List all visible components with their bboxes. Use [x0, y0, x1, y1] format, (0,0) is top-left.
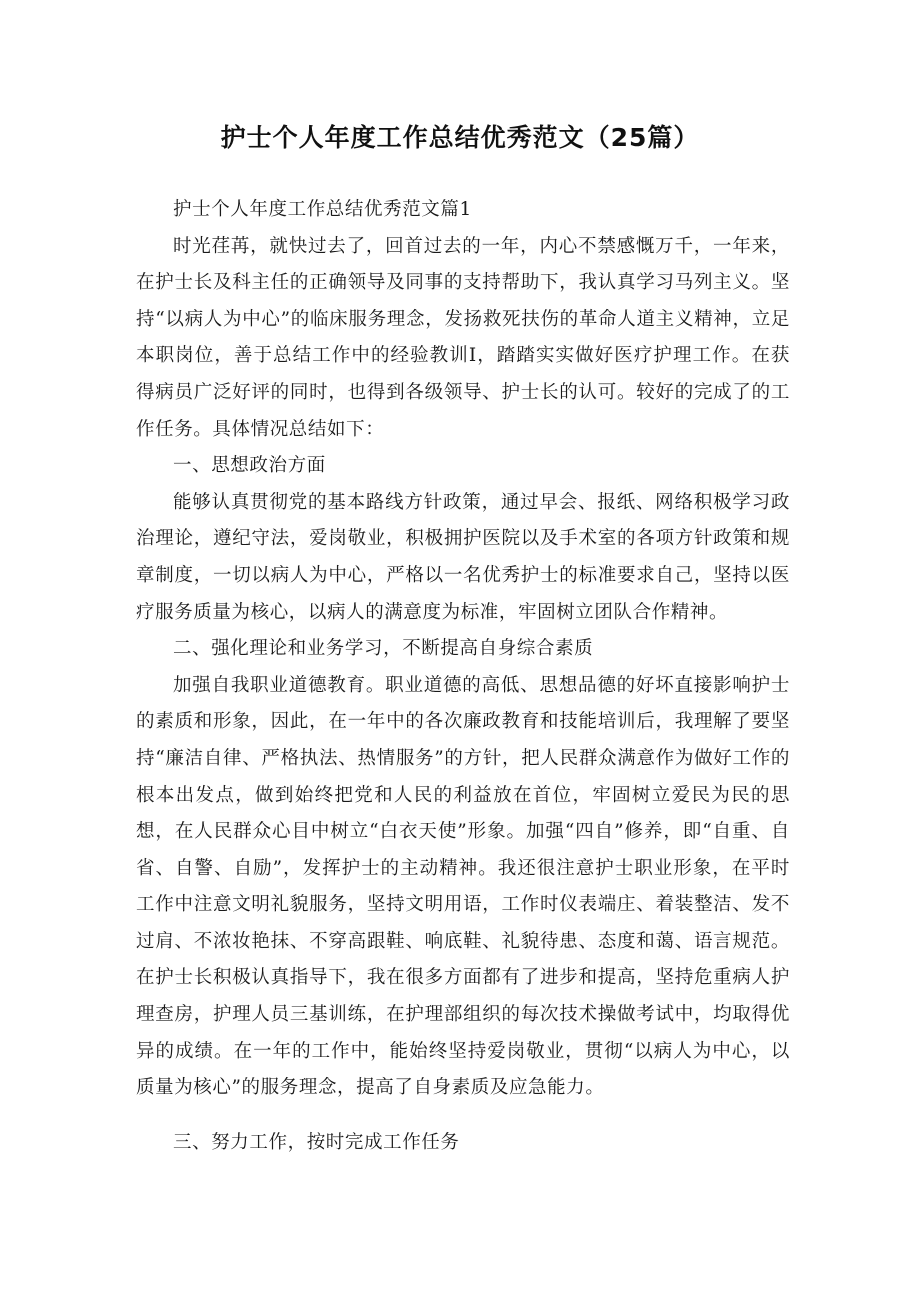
section-heading: 护士个人年度工作总结优秀范文篇1: [173, 199, 472, 220]
body-paragraph: 加强自我职业道德教育。职业道德的高低、思想品德的好坏直接影响护士的素质和形象，因此，在一年中的各次廉政教育和技能培训后，我理解了要坚持“廉洁自律、严格执法、热情服务”的方针，把人民群众满意作为做好工作的根本出发点，做到始终把党和人民的利益放在首位，牢固树立爱民为民的思想，在人民群众心目中树立“白衣天使”形象。加强“四自”修养，即“自重、自省、自警、自励”，发挥护士的主动精神。我还很注意护士职业形象，在平时工作中注意文明礼貌服务，坚持文明用语，工作时仪表端庄、着装整洁、发不过肩、不浓妆艳抹、不穿高跟鞋、响底鞋、礼貌待患、态度和蔼、语言规范。在护士长积极认真指导下，我在很多方面都有了进步和提高，坚持危重病人护理查房，护理人员三基训练，在护理部组织的每次技术操做考试中，均取得优异的成绩。在一年的工作中，能始终坚持爱岗敬业，贯彻“以病人为中心，以质量为核心”的服务理念，提高了自身素质及应急能力。: [136, 674, 790, 1099]
body-paragraph: 时光荏苒，就快过去了，回首过去的一年，内心不禁感慨万千，一年来，在护士长及科主任的正确领导及同事的支持帮助下，我认真学习马列主义。坚持“以病人为中心”的临床服务理念，发扬救死扶伤的革命人道主义精神，立足本职岗位，善于总结工作中的经验教训I，踏踏实实做好医疗护理工作。在获得病员广泛好评的同时，也得到各级领导、护士长的认可。较好的完成了的工作任务。具体情况总结如下：: [136, 235, 790, 440]
section-heading: 三、努力工作，按时完成工作任务: [173, 1131, 460, 1153]
document-title: 护士个人年度工作总结优秀范文（25篇）: [220, 123, 700, 152]
section-heading: 一、思想政治方面: [173, 455, 326, 477]
document-body: [136, 192, 790, 1161]
body-paragraph: 能够认真贯彻党的基本路线方针政策，通过早会、报纸、网络积极学习政治理论，遵纪守法，爱岗敬业，积极拥护医院以及手术室的各项方针政策和规章制度，一切以病人为中心，严格以一名优秀护士的标准要求自己，坚持以医疗服务质量为核心，以病人的满意度为标准，牢固树立团队合作精神。: [136, 491, 790, 623]
section-heading: 二、强化理论和业务学习，不断提高自身综合素质: [173, 638, 594, 660]
